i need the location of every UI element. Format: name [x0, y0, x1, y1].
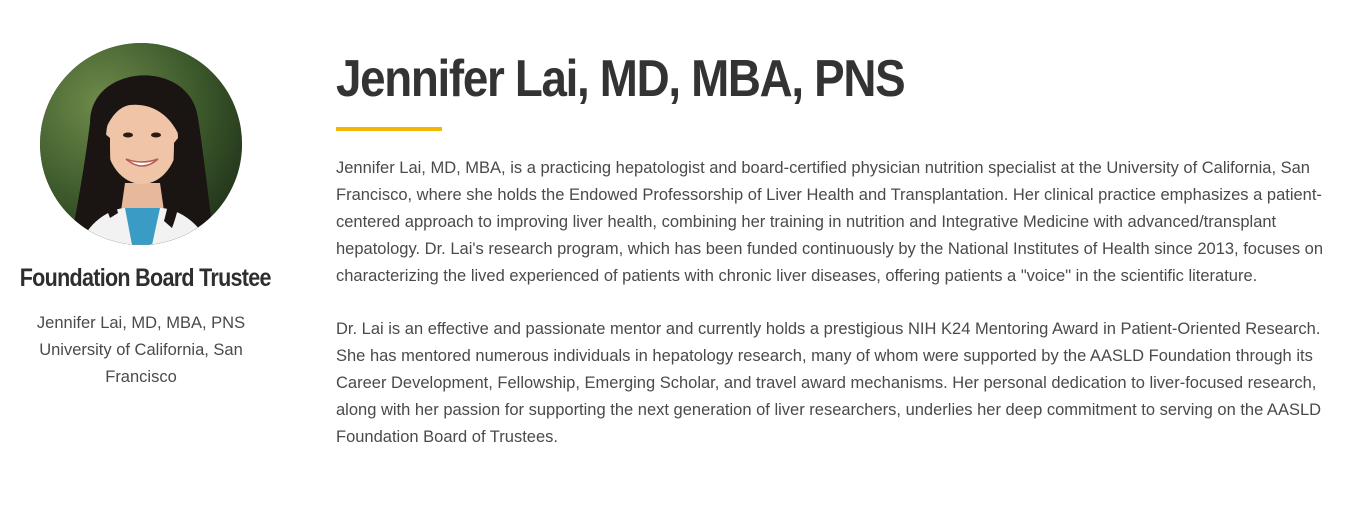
bio-paragraph-1: Jennifer Lai, MD, MBA, is a practicing hepatologist and board-certified physician nutrition specialist at the University of California, San Francisco, where she holds the Endowed Professorship of Liver Health and Transplantation. Her clinical practice emphasizes a patient-centered approach to improving liver health, combining her training in nutrition and Integrative Medicine with advanced/transplant hepatology. Dr. Lai's research program, which has been funded continuously by the National Institutes of Health since 2013, focuses on characterizing the lived experienced of patients with chronic liver diseases, offering patients a "voice" in the scientific literature. [336, 159, 1324, 285]
portrait-photo-icon [40, 43, 242, 245]
profile-avatar [40, 43, 242, 245]
biography [336, 155, 1326, 477]
page-title: Jennifer Lai, MD, MBA, PNS [336, 50, 905, 108]
member-name: Jennifer Lai, MD, MBA, PNS [36, 314, 246, 332]
role-title: Foundation Board Trustee [19, 264, 271, 292]
member-info [20, 310, 262, 391]
member-affiliation-line2: Francisco [105, 368, 177, 386]
profile-main [336, 0, 1336, 510]
bio-paragraph-2: Dr. Lai is an effective and passionate mentor and currently holds a prestigious NIH K24 Mentoring Award in Patient-Oriented Research. She has mentored numerous individuals in hepatology research, many of whom were supported by the AASLD Foundation through its Career Development, Fellowship, Emerging Scholar, and travel award mechanisms. Her personal dedication to liver-focused research, along with her passion for supporting the next generation of liver researchers, underlies her deep commitment to serving on the AASLD Foundation Board of Trustees. [336, 320, 1322, 446]
member-affiliation-line1: University of California, San [39, 341, 243, 359]
title-underline-accent [336, 127, 442, 131]
profile-sidebar [0, 0, 282, 510]
